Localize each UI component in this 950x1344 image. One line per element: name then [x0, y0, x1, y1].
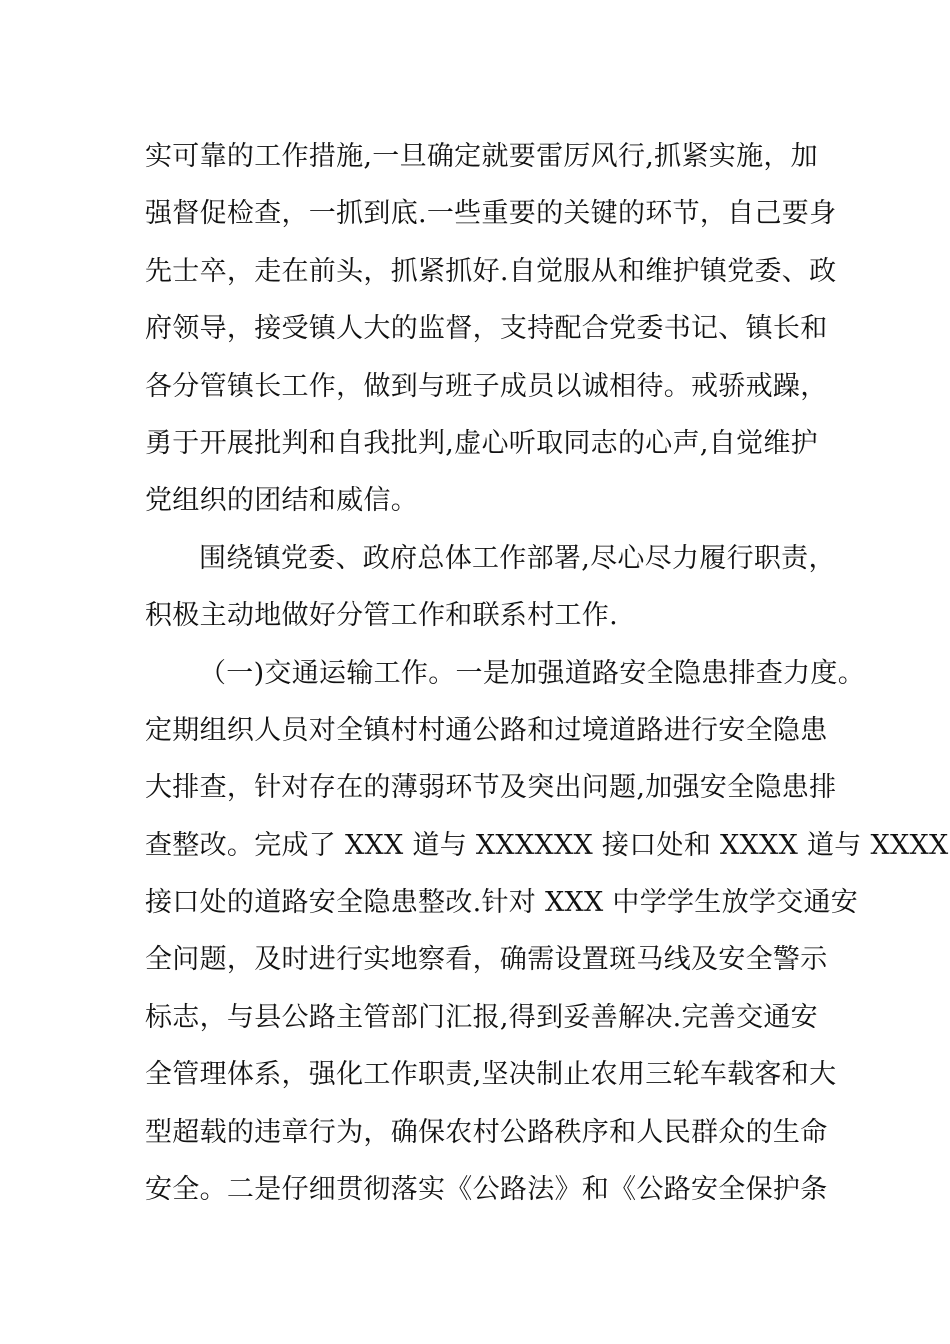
text-line: 府领导，接受镇人大的监督，支持配合党委书记、镇长和 [145, 313, 828, 345]
text-line: 标志，与县公路主管部门汇报,得到妥善解决.完善交通安 [145, 1001, 818, 1033]
text-line: 全管理体系，强化工作职责,坚决制止农用三轮车载客和大 [145, 1059, 837, 1091]
text-line: 实可靠的工作措施,一旦确定就要雷厉风行,抓紧实施，加 [145, 141, 818, 172]
paragraph-first-line: 围绕镇党委、政府总体工作部署,尽心尽力履行职责， [199, 542, 836, 574]
section-heading-line: （一)交通运输工作。一是加强道路安全隐患排查力度。 [199, 657, 866, 689]
text-line: 强督促检查，一抓到底.一些重要的关键的环节，自己要身 [145, 198, 837, 230]
text-line: 全问题，及时进行实地察看，确需设置斑马线及安全警示 [145, 944, 828, 976]
document-body [145, 128, 949, 1218]
text-line: 安全。二是仔细贯彻落实《公路法》和《公路安全保护条 [145, 1174, 828, 1206]
text-line: 大排查，针对存在的薄弱环节及突出问题,加强安全隐患排 [145, 772, 837, 804]
text-line: 党组织的团结和威信。 [145, 485, 418, 517]
text-line: 定期组织人员对全镇村村通公路和过境道路进行安全隐患 [145, 714, 828, 746]
text-line: 型超载的违章行为，确保农村公路秩序和人民群众的生命 [145, 1116, 828, 1148]
text-line: 接口处的道路安全隐患整改.针对 XXX 中学学生放学交通安 [145, 887, 859, 919]
text-line: 积极主动地做好分管工作和联系村工作. [145, 600, 618, 632]
text-line: 勇于开展批判和自我批判,虚心听取同志的心声,自觉维护 [145, 427, 818, 459]
text-line: 各分管镇长工作，做到与班子成员以诚相待。戒骄戒躁， [145, 370, 828, 402]
text-line: 查整改。完成了 XXX 道与 XXXXXX 接口处和 XXXX 道与 XXXX [145, 829, 949, 861]
text-line: 先士卒，走在前头，抓紧抓好.自觉服从和维护镇党委、政 [145, 255, 837, 287]
